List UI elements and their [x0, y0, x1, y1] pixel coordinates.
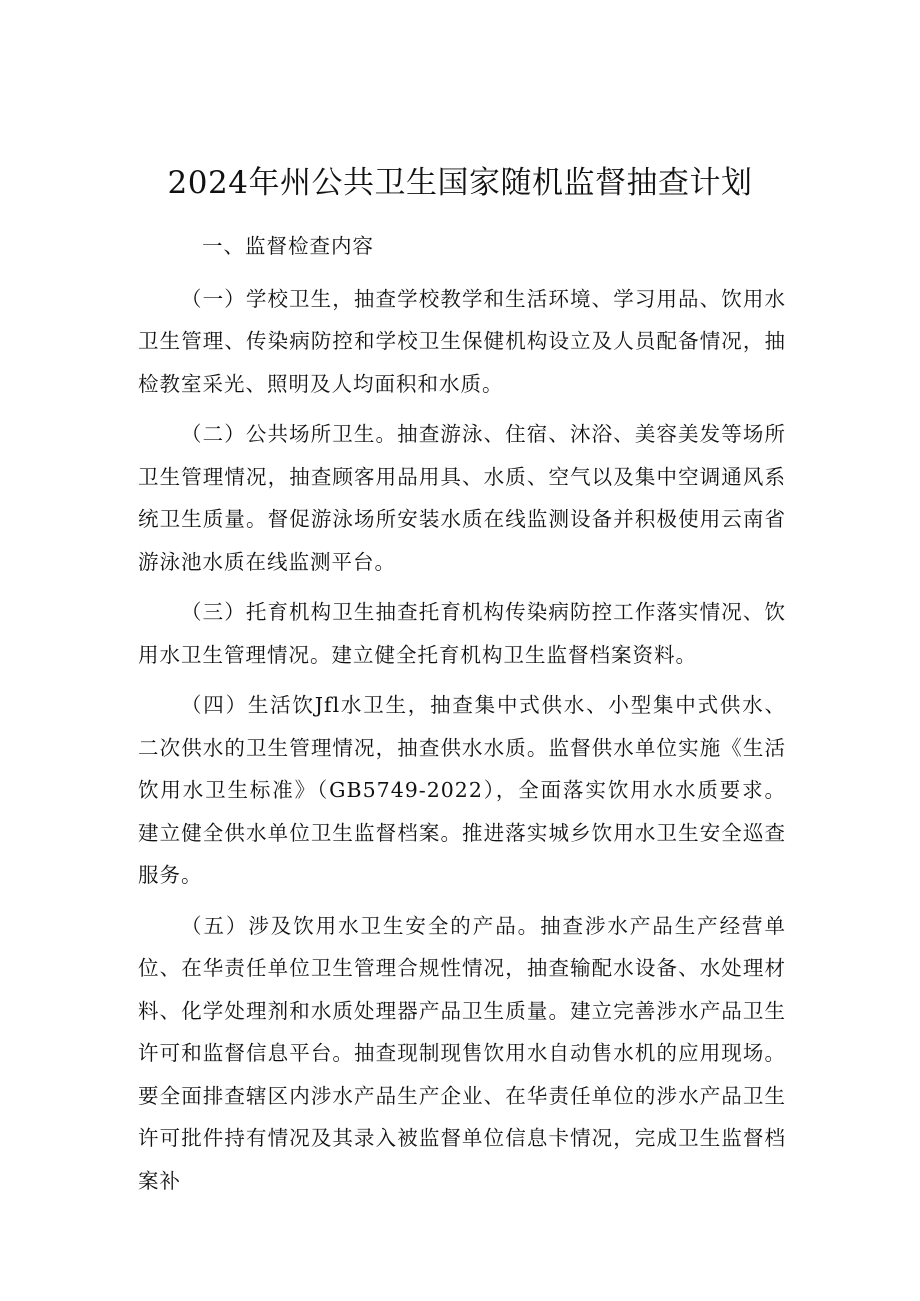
document-title: 2024年州公共卫生国家随机监督抽查计划	[167, 164, 753, 201]
document-body	[138, 225, 786, 1202]
paragraph-public-places: （二）公共场所卫生。抽查游泳、住宿、沐浴、美容美发等场所卫生管理情况，抽查顾客用品用具、水质、空气以及集中空调通风系统卫生质量。督促游泳场所安装水质在线监测设备并积极使用云南省游泳池水质在线监测平台。	[138, 422, 786, 574]
paragraph-water-products: （五）涉及饮用水卫生安全的产品。抽查涉水产品生产经营单位、在华责任单位卫生管理合规性情况，抽查输配水设备、水处理材料、化学处理剂和水质处理器产品卫生质量。建立完善涉水产品卫生许可和监督信息平台。抽查现制现售饮用水自动售水机的应用现场。要全面排查辖区内涉水产品生产企业、在华责任单位的涉水产品卫生许可批件持有情况及其录入被监督单位信息卡情况，完成卫生监督档案补	[138, 913, 786, 1193]
section-heading: 一、监督检查内容	[202, 234, 374, 258]
paragraph-school-hygiene: （一）学校卫生，抽查学校教学和生活环境、学习用品、饮用水卫生管理、传染病防控和学校卫生保健机构设立及人员配备情况，抽检教室采光、照明及人均面积和水质。	[138, 286, 786, 396]
paragraph-childcare: （三）托育机构卫生抽查托育机构传染病防控工作落实情况、饮用水卫生管理情况。建立健全托育机构卫生监督档案资料。	[138, 600, 786, 667]
paragraph-drinking-water: （四）生活饮Jfl水卫生，抽查集中式供水、小型集中式供水、二次供水的卫生管理情况，抽查供水水质。监督供水单位实施《生活饮用水卫生标准》（GB5749-2022），全面落实饮用水水质要求。建立健全供水单位卫生监督档案。推进落实城乡饮用水卫生安全巡查服务。	[138, 693, 786, 887]
